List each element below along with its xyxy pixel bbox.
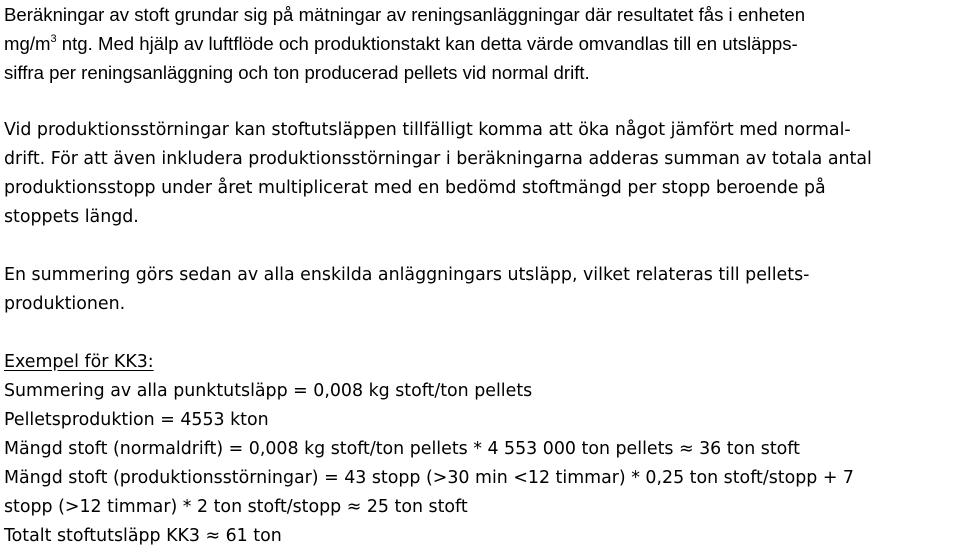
example-heading-line [4,348,958,377]
example-section [4,348,958,551]
intro-line: siffra per reningsanläggning och ton producerad pellets vid normal drift. [4,62,590,83]
document-body [4,0,958,551]
example-line: stopp (>12 timmar) * 2 ton stoft/stopp ≈ 25 ton stoft [4,497,468,517]
summary-paragraph [4,261,958,319]
summary-line: En summering görs sedan av alla enskilda anläggningars utsläpp, vilket relateras till pellets- [4,265,810,285]
intro-paragraph [4,0,958,87]
example-heading: Exempel för KK3: [4,352,154,372]
disturbances-line: Vid produktionsstörningar kan stoftutsläppen tillfälligt komma att öka något jämfört med normal- [4,120,851,140]
intro-line [4,29,958,58]
paragraph-gap [4,232,958,261]
paragraph-gap [4,319,958,348]
unit-text: mg/m [4,33,51,54]
intro-text: ntg. Med hjälp av luftflöde och produktionstakt kan detta värde omvandlas till en utsläpps- [56,33,798,54]
disturbances-paragraph [4,116,958,232]
summary-line: produktionen. [4,294,126,314]
example-line: Mängd stoft (produktionsstörningar) = 43 stopp (>30 min <12 timmar) * 0,25 ton stoft/stopp + 7 [4,468,854,488]
disturbances-line: produktionsstopp under året multiplicerat med en bedömd stoftmängd per stopp beroende på [4,178,826,198]
paragraph-gap [4,87,958,116]
example-line: Totalt stoftutsläpp KK3 ≈ 61 ton [4,526,282,546]
intro-line: Beräkningar av stoft grundar sig på mätningar av reningsanläggningar där resultatet fås i enheten [4,4,806,25]
example-line: Pelletsproduktion = 4553 kton [4,410,269,430]
disturbances-line: stoppets längd. [4,207,139,227]
disturbances-line: drift. För att även inkludera produktionsstörningar i beräkningarna adderas summan av totala antal [4,149,872,169]
unit-superscript: 3 [50,33,57,45]
example-line: Summering av alla punktutsläpp = 0,008 kg stoft/ton pellets [4,381,533,401]
example-line: Mängd stoft (normaldrift) = 0,008 kg stoft/ton pellets * 4 553 000 ton pellets ≈ 36 ton stoft [4,439,800,459]
